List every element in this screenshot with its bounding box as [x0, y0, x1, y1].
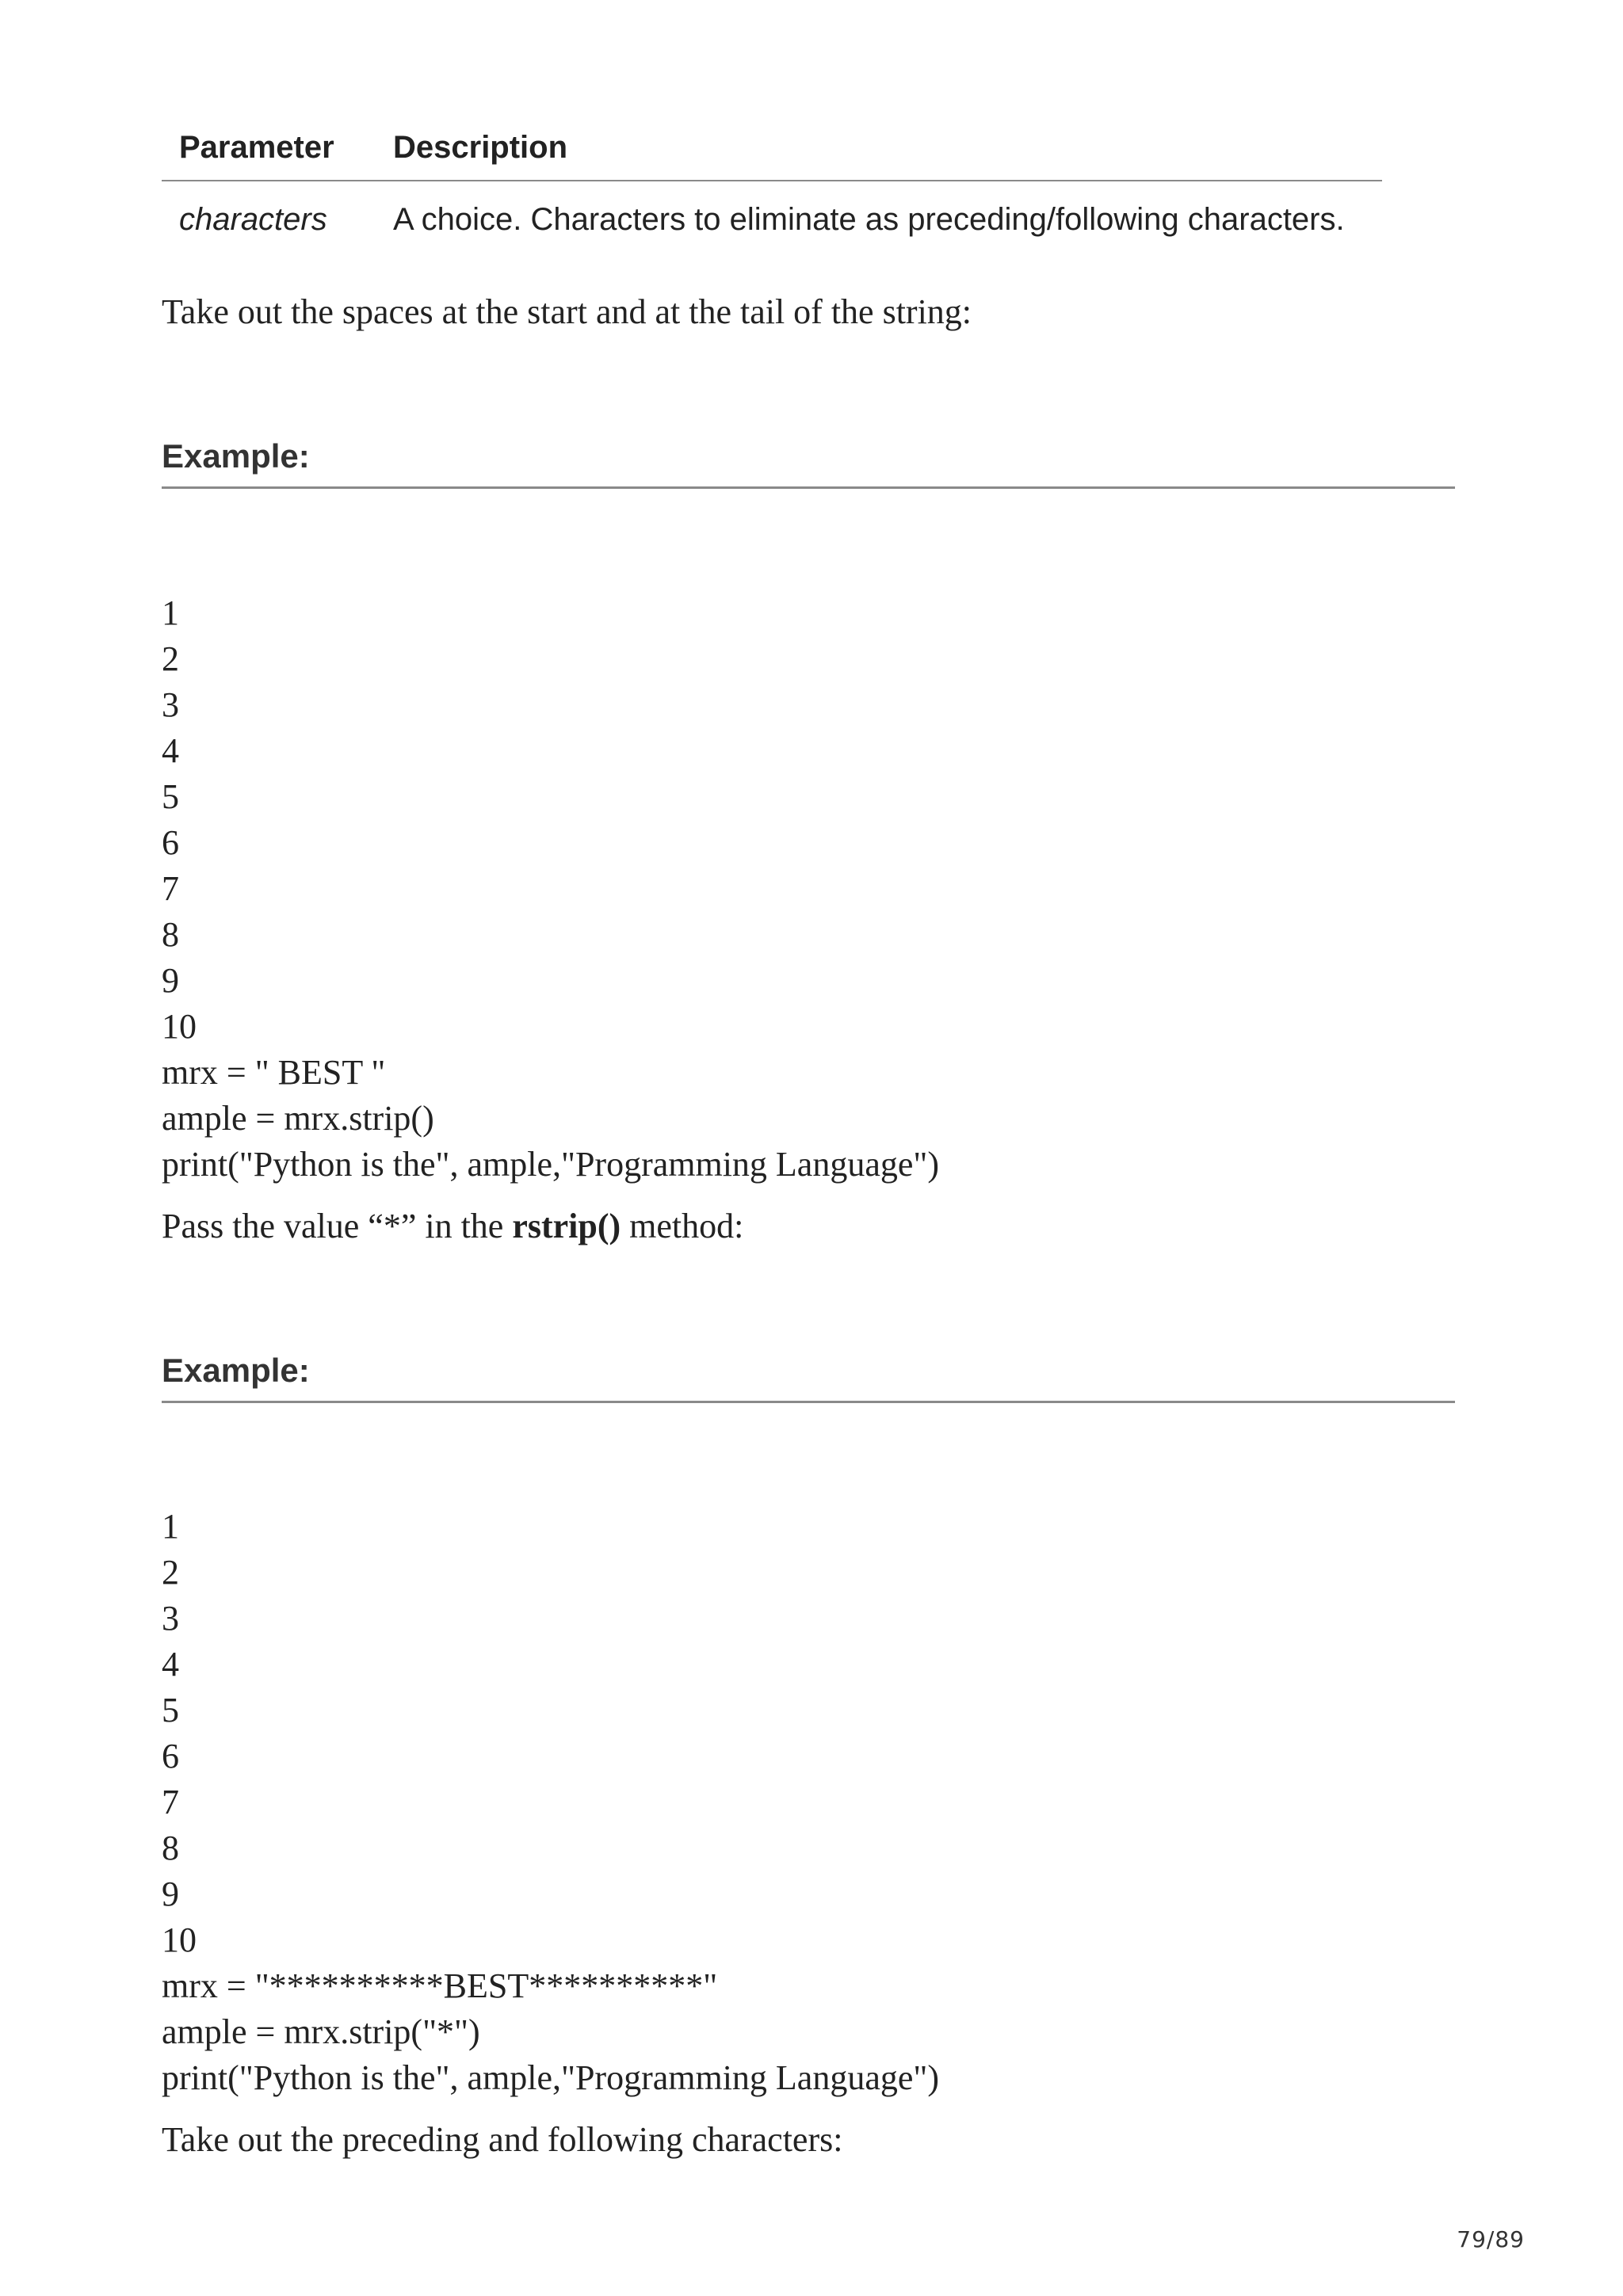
line-number: 10 — [162, 1007, 197, 1046]
line-number: 6 — [162, 823, 179, 862]
code-line: mrx = "**********BEST**********" — [162, 1966, 718, 2005]
code-line: ample = mrx.strip("*") — [162, 2012, 480, 2051]
line-number: 1 — [162, 593, 179, 632]
rstrip-method-name: rstrip() — [512, 1207, 621, 1245]
intro-paragraph: Take out the spaces at the start and at the tail of the string: — [162, 292, 972, 331]
line-number: 5 — [162, 1691, 179, 1730]
code-line: print("Python is the", ample,"Programming Language") — [162, 2058, 939, 2097]
line-number: 5 — [162, 777, 179, 816]
table-header-row — [162, 119, 1382, 181]
line-number: 10 — [162, 1920, 197, 1959]
code-line: print("Python is the", ample,"Programming Language") — [162, 1145, 939, 1184]
line-number: 9 — [162, 961, 179, 1000]
column-header-description: Description — [376, 119, 1382, 181]
line-number: 7 — [162, 1783, 179, 1821]
line-number: 4 — [162, 731, 179, 770]
line-number: 9 — [162, 1875, 179, 1913]
line-number: 1 — [162, 1507, 179, 1546]
line-number: 6 — [162, 1737, 179, 1775]
rstrip-text-after: method: — [621, 1207, 744, 1245]
closing-paragraph: Take out the preceding and following characters: — [162, 2120, 843, 2159]
rstrip-text-before: Pass the value “*” in the — [162, 1207, 513, 1245]
line-number: 3 — [162, 1599, 179, 1638]
line-number: 4 — [162, 1645, 179, 1684]
column-header-parameter: Parameter — [162, 119, 376, 181]
example-code-block-2 — [162, 1504, 939, 2101]
code-line: mrx = " BEST " — [162, 1053, 386, 1092]
line-number: 7 — [162, 869, 179, 908]
line-number: 2 — [162, 1553, 179, 1592]
table-row — [162, 181, 1382, 238]
rstrip-paragraph — [162, 1206, 743, 1246]
line-number: 2 — [162, 639, 179, 678]
parameter-name-cell: characters — [179, 202, 327, 237]
parameter-table — [162, 119, 1382, 238]
example-heading-1: Example: — [162, 437, 1455, 489]
parameter-description-cell: A choice. Characters to eliminate as preceding/following characters. — [393, 202, 1345, 237]
line-number: 8 — [162, 915, 179, 954]
line-number: 8 — [162, 1829, 179, 1867]
example-heading-2: Example: — [162, 1352, 1455, 1403]
page-number: 79/89 — [1457, 2226, 1525, 2252]
example-code-block-1 — [162, 590, 939, 1188]
line-number: 3 — [162, 685, 179, 724]
code-line: ample = mrx.strip() — [162, 1099, 434, 1138]
